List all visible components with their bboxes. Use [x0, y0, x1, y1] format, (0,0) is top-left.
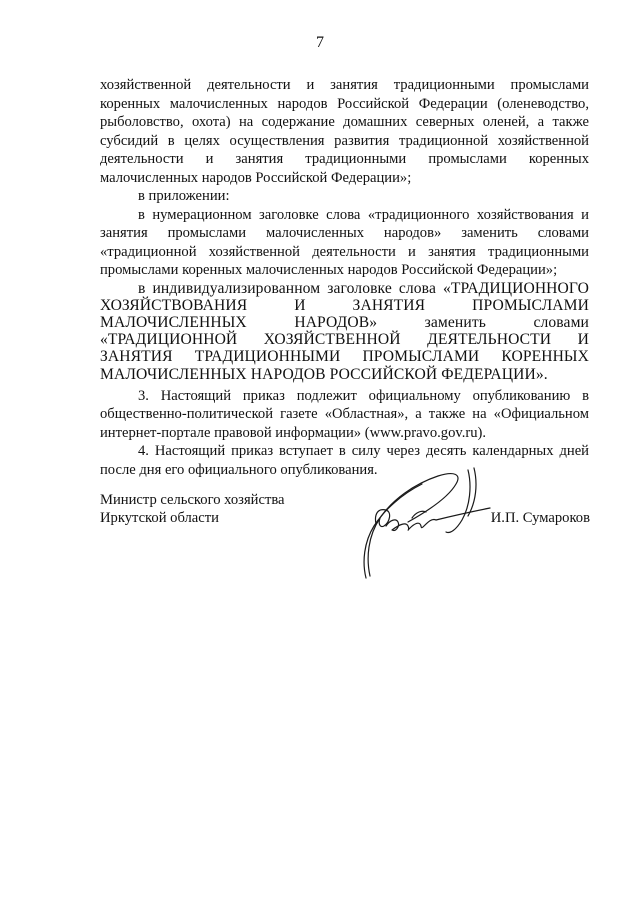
signer-position-line2: Иркутской области: [100, 510, 219, 526]
signer-position-line1: Министр сельского хозяйства: [100, 492, 285, 508]
paragraph-individual-heading: в индивидуализированном заголовке слова «ТРАДИЦИОННОГО ХОЗЯЙСТВОВАНИЯ И ЗАНЯТИЯ ПРОМЫСЛАМИ МАЛОЧИСЛЕННЫХ НАРОДОВ» заменить словами «ТРАДИЦИОННОЙ ХОЗЯЙСТВЕННОЙ ДЕЯТЕЛЬНОСТИ И ЗАНЯТИЯ ТРАДИЦИОННЫМИ ПРОМЫСЛАМИ КОРЕННЫХ МАЛОЧИСЛЕННЫХ НАРОДОВ РОССИЙСКОЙ ФЕДЕРАЦИИ».: [100, 279, 589, 383]
paragraph-publication: 3. Настоящий приказ подлежит официальному опубликованию в общественно-политической газете «Областная», а также на «Официальном интернет-портале правовой информации» (www.pravo.gov.ru).: [100, 387, 589, 441]
page-number: 7: [316, 34, 324, 51]
paragraph-entry-into-force: 4. Настоящий приказ вступает в силу через десять календарных дней после дня его официального опубликования.: [100, 443, 589, 478]
signer-position: [100, 491, 285, 527]
signer-name: И.П. Сумароков: [490, 510, 590, 526]
document-body: [100, 76, 589, 479]
handwritten-signature: [356, 466, 496, 582]
paragraph-numbered-heading: в нумерационном заголовке слова «традиционного хозяйствования и занятия промыслами малочисленных народов» заменить словами «традиционной хозяйственной деятельности и занятия традиционными промыслами коренных малочисленных народов Российской Федерации»;: [100, 206, 589, 278]
paragraph-appendix-intro: в приложении:: [138, 188, 230, 204]
paragraph-continuation: хозяйственной деятельности и занятия традиционными промыслами коренных малочисленных народов Российской Федерации (оленеводство, рыболовство, охота) на содержание домашних северных оленей, а также субсидий в целях осуществления развития традиционной хозяйственной деятельности и занятия традиционными промыслами коренных малочисленных народов Российской Федерации»;: [100, 77, 589, 186]
